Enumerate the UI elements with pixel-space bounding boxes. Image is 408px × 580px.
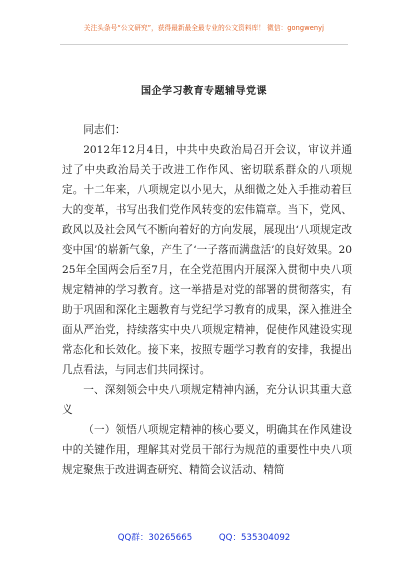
- header-divider: [60, 44, 348, 45]
- salutation: 同志们：: [83, 124, 126, 136]
- body-paragraph: 2012年12月4日，中共中央政治局召开会议，审议并通过了中央政治局关于改进工作作风、密切联系群众的八项规定。十二年来，八项规定以小见大，从细微之处入手推动着巨大的变革，书写出我们党作风转变的宏伟篇章。当下，党风、政风以及社会风气不断向着好的方向发展，展现出‘八项规定改变中国’的崭新气象，产生了‘一子落而满盘活’的良好效果。2025年全国两会后至7月，在全党范围内开展深入贯彻中央八项规定精神的学习教育。这一举措是对党的部署的贯彻落实，有助于巩固和深化主题教育与党纪学习教育的成果，深入推进全面从严治党，持续落实中央八项规定精神，促使作风建设实现常态化和长效化。接下来，按照专题学习教育的安排，我提出几点看法，与同志们共同探讨。: [62, 144, 352, 376]
- document-title: 国企学习教育专题辅导党课: [141, 86, 267, 97]
- footer-contact: [0, 531, 408, 543]
- document-body: [62, 120, 352, 480]
- section-heading: 一、深刻领会中央八项规定精神内涵，充分认识其重大意义: [62, 384, 352, 416]
- subsection-paragraph: （一）领悟八项规定精神的核心要义，明确其在作风建设中的关键作用，理解其对党员干部行为规范的重要性中央八项规定聚焦于改进调查研究、精简会议活动、精简: [62, 424, 352, 476]
- qq-group-label: QQ群：30265665: [117, 533, 193, 543]
- qq-number-label: QQ：535304092: [218, 533, 291, 543]
- header-banner: 关注头条号“公文研究”，获得最新最全最专业的公文资料库！ 微信：gongwenyj: [83, 24, 325, 32]
